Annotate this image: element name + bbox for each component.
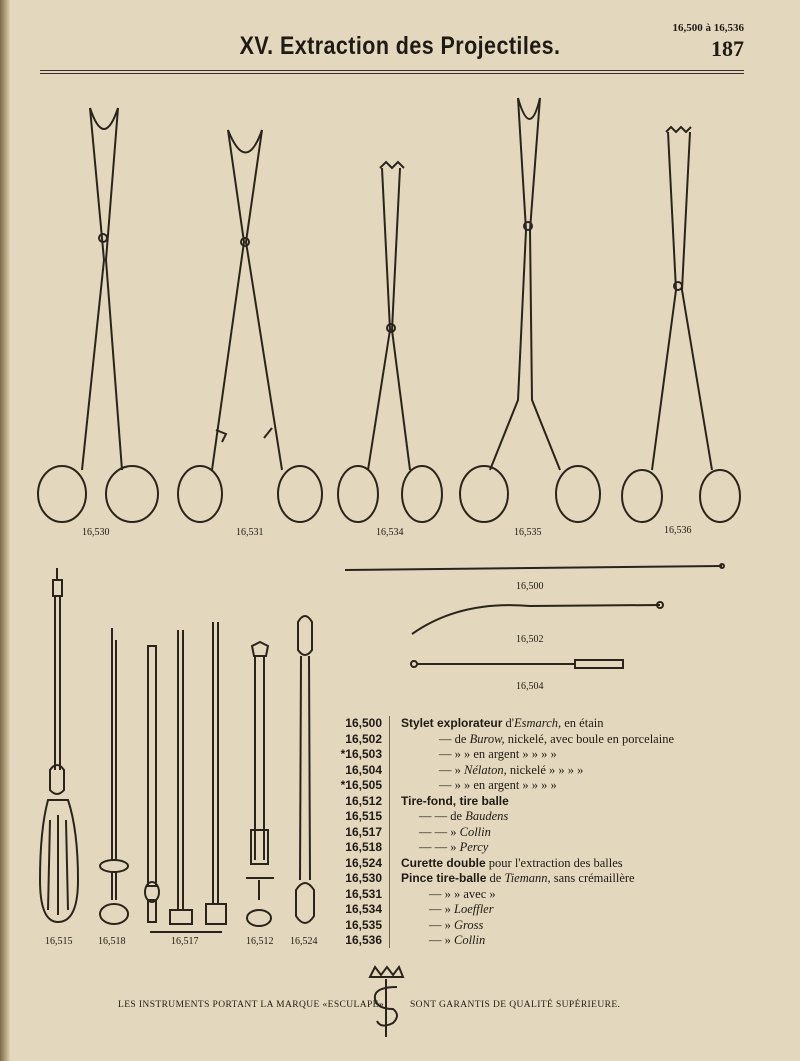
item-desc-italic: Collin [454, 933, 486, 947]
figure-label: 16,531 [236, 527, 264, 538]
item-code: 16,535 [345, 917, 382, 932]
list-item [330, 856, 674, 872]
item-desc: en étain [561, 716, 604, 730]
list-item [330, 732, 674, 748]
item-desc: — » » avec » [429, 886, 496, 901]
item-desc: — — » [419, 824, 460, 839]
figure-label: 16,502 [516, 634, 544, 645]
list-item [330, 933, 674, 949]
item-desc-bold: Curette double [401, 855, 486, 870]
stylet-icon [345, 564, 724, 570]
figure-label: 16,512 [246, 936, 274, 947]
item-code: 16,524 [345, 855, 382, 870]
footer-left: LES INSTRUMENTS PORTANT LA MARQUE «ESCULAPE» [118, 1000, 385, 1010]
figure-label: 16,534 [376, 527, 404, 538]
figure-label: 16,515 [45, 936, 73, 947]
item-desc: — — de [419, 809, 466, 823]
item-desc: — » [429, 917, 454, 932]
list-item [330, 794, 674, 810]
list-item [330, 871, 674, 887]
item-desc: pour l'extraction des balles [485, 855, 623, 870]
item-desc-italic: Baudens [465, 809, 509, 823]
figure-label: 16,500 [516, 581, 544, 592]
figure-label: 16,535 [514, 527, 542, 538]
item-desc-italic: Gross [454, 917, 484, 932]
item-desc: d' [502, 716, 515, 730]
curette-icon [296, 616, 314, 923]
item-code: 16,512 [345, 793, 382, 808]
item-desc-italic: Tiemann, [504, 871, 551, 885]
list-item [330, 887, 674, 903]
figure-label: 16,518 [98, 936, 126, 947]
item-desc-italic: Loeffler [454, 902, 494, 916]
stylet-icon [411, 660, 623, 668]
list-item [330, 825, 674, 841]
item-desc-italic: Burow, [469, 731, 505, 746]
item-desc: — — » [419, 840, 460, 854]
forceps-icon [38, 108, 158, 522]
item-desc: — » [439, 762, 464, 777]
figure-label: 16,524 [290, 936, 318, 947]
item-desc-italic: Nélaton, [464, 762, 507, 777]
item-desc-italic: Percy [459, 840, 489, 854]
item-code: 16,500 [345, 716, 382, 730]
item-desc-italic: Esmarch, [514, 716, 562, 730]
page-title: XV. Extraction des Projectiles. [239, 32, 561, 60]
item-desc: — » » en argent » » » » [439, 747, 557, 761]
item-code: *16,505 [340, 778, 382, 792]
forceps-icon [622, 127, 740, 522]
list-item [330, 716, 674, 732]
tire-fond-icon [246, 642, 274, 926]
list-item [330, 778, 674, 794]
list-item [330, 918, 674, 934]
item-code: 16,530 [345, 871, 382, 885]
item-desc: — » » en argent » » » » [439, 778, 557, 792]
item-desc-bold: Pince tire-balle [401, 871, 487, 885]
forceps-icon [460, 98, 600, 522]
item-desc: — de [439, 731, 470, 746]
forceps-icon [338, 162, 442, 522]
tire-fond-icon [100, 628, 128, 924]
item-code: 16,536 [345, 933, 382, 947]
item-desc: — » [429, 933, 454, 947]
item-desc: nickelé » » » » [506, 762, 584, 777]
list-item [330, 809, 674, 825]
list-item [330, 840, 674, 856]
stylet-icon [412, 602, 663, 634]
item-desc-italic: Collin [459, 824, 491, 839]
figure-label: 16,504 [516, 681, 544, 692]
forceps-icon [178, 130, 322, 522]
list-item [330, 747, 674, 763]
list-item [330, 763, 674, 779]
item-desc: de [486, 871, 505, 885]
figure-label: 16,517 [171, 936, 199, 947]
item-desc-bold: Tire-fond, tire balle [401, 793, 509, 808]
page-number: 187 [711, 36, 744, 61]
item-code: 16,517 [345, 824, 382, 839]
item-list [330, 716, 674, 949]
item-code: 16,504 [345, 762, 382, 777]
item-desc: — » [429, 902, 454, 916]
item-code: 16,502 [345, 731, 382, 746]
item-desc: nickelé, avec boule en porcelaine [504, 731, 674, 746]
tire-fond-icon [40, 568, 78, 922]
footer-right: SONT GARANTIS DE QUALITÉ SUPÉRIEURE. [410, 1000, 621, 1010]
list-item [330, 902, 674, 918]
item-code: 16,531 [345, 886, 382, 901]
page-range: 16,500 à 16,536 [672, 22, 744, 34]
figure-label: 16,530 [82, 527, 110, 538]
item-code: 16,518 [345, 840, 382, 854]
item-code: 16,515 [345, 809, 382, 823]
tire-fond-icon [145, 622, 226, 932]
item-desc: sans crémaillère [550, 871, 635, 885]
item-code: *16,503 [340, 747, 382, 761]
item-code: 16,534 [345, 902, 382, 916]
item-desc-bold: Stylet explorateur [401, 716, 503, 730]
figure-label: 16,536 [664, 525, 692, 536]
